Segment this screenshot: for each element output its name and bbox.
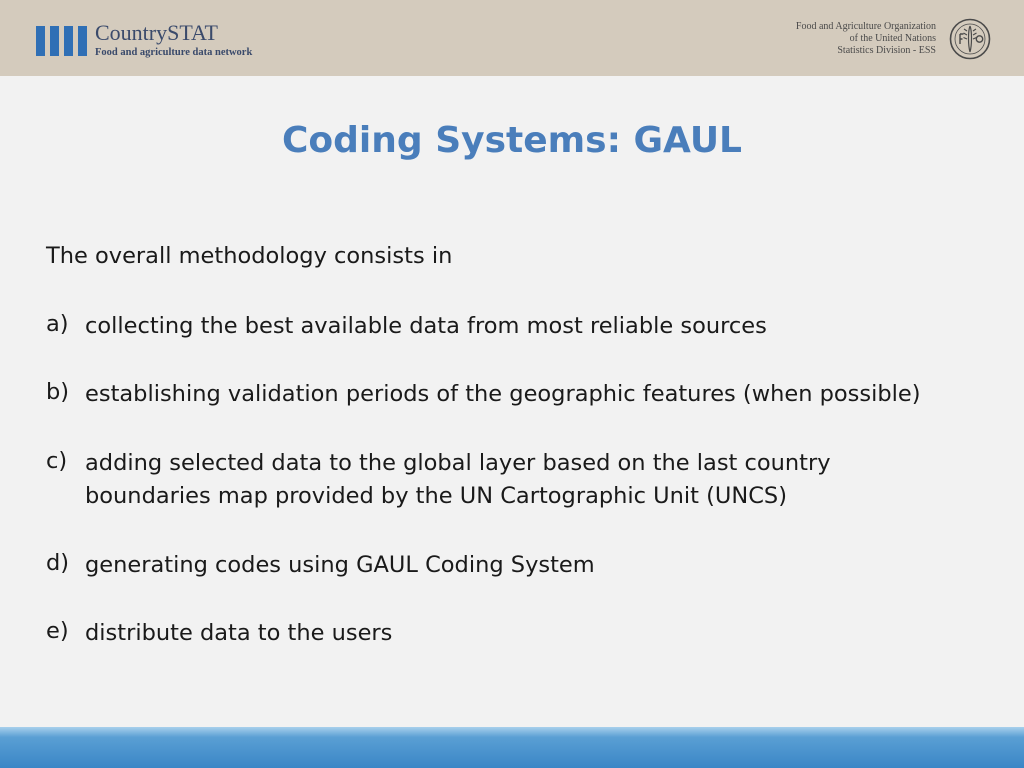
list-marker: a) <box>46 311 69 337</box>
list-item-text: distribute data to the users <box>85 620 393 646</box>
logo-subtitle: Food and agriculture data network <box>95 47 253 58</box>
list-item-text: generating codes using GAUL Coding System <box>85 552 595 578</box>
list-marker: c) <box>46 448 68 474</box>
slide-title: Coding Systems: GAUL <box>282 120 742 161</box>
intro-text: The overall methodology consists in <box>46 243 453 269</box>
org-line-3: Statistics Division - ESS <box>837 45 936 56</box>
logo-title: CountrySTAT <box>95 20 218 45</box>
bars-icon <box>36 26 88 56</box>
list-marker: b) <box>46 379 70 405</box>
org-line-2: of the United Nations <box>849 33 936 44</box>
list-marker: d) <box>46 550 70 576</box>
footer-bar <box>0 727 1024 768</box>
list-item-text: adding selected data to the global layer based on the last country boundaries map provided by the UN Cartographic Unit (UNCS) <box>85 450 831 509</box>
list-item-text: collecting the best available data from most reliable sources <box>85 313 767 339</box>
fao-emblem-icon <box>949 18 991 60</box>
fao-organization-text <box>796 21 936 57</box>
list-item-text: establishing validation periods of the geographic features (when possible) <box>85 381 921 407</box>
list-marker: e) <box>46 618 69 644</box>
slide-header <box>0 0 1024 76</box>
org-line-1: Food and Agriculture Organization <box>795 21 936 32</box>
